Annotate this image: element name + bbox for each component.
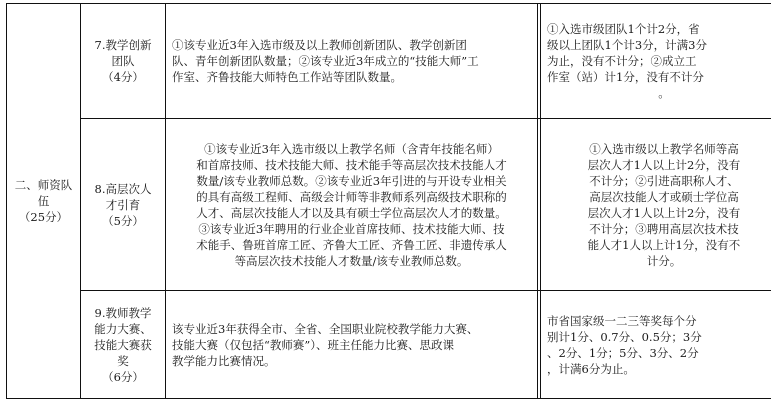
score-line: 级以上团队1个计3分，计满3分 — [547, 38, 707, 52]
score-line: 、2分、1分；5分、3分、2分 — [547, 345, 699, 360]
content-line: 的具有高级工程师、高级会计师等非教师系列高级技术职称的 — [196, 189, 507, 204]
item-line: 技能大赛获 — [94, 337, 152, 352]
item-line: （6分） — [102, 369, 144, 384]
category-line: （25分） — [18, 210, 69, 224]
item-line: （4分） — [102, 70, 144, 84]
item-line: 团队 — [111, 54, 135, 68]
item-line: 7.教学创新 — [94, 38, 152, 52]
content-line: 和首席技师、技术技能大师、技术能手等高层次技术技能人才 — [196, 157, 507, 172]
content-line: 技能大赛（仅包括“教师赛”）、班主任能力比赛、思政课 — [172, 337, 455, 352]
content-line: ①该专业近3年入选市级以上教学名师（含青年技能名师） — [204, 141, 499, 156]
content-line: ③该专业近3年聘用的行业企业首席技师、技术技能大师、技 — [198, 221, 505, 236]
score-cell — [541, 119, 771, 291]
item-line: 8.高层次人 — [94, 181, 152, 196]
content-line: 该专业近3年获得全市、全省、全国职业院校教学能力大赛、 — [172, 321, 479, 336]
content-line: ①该专业近3年入选市级及以上教师创新团队、教学创新团 — [172, 38, 467, 52]
score-line: 层次人才1人以上计2分，没有 — [587, 157, 741, 172]
category-line: 伍 — [37, 194, 50, 208]
score-line: ①入选市级以上教学名师等高 — [589, 141, 739, 156]
score-line: 不计分；③聘用高层次技术技 — [589, 221, 739, 236]
table-row — [7, 4, 771, 119]
content-line: 人才、高层次技能人才以及具有硕士学位高层次人才的数量。 — [196, 205, 507, 220]
content-line: 队、青年创新团队数量；②该专业近3年成立的“技能大师”工 — [172, 54, 479, 68]
content-cell — [166, 4, 538, 119]
content-cell — [166, 119, 538, 291]
item-cell — [81, 4, 166, 119]
category-cell — [7, 4, 81, 399]
score-line: 。 — [658, 86, 670, 100]
table-row — [7, 291, 771, 399]
content-line: 教学能力比赛情况。 — [172, 353, 276, 368]
content-line: 术能手、鲁班首席工匠、齐鲁大工匠、齐鲁工匠、非遗传承人 — [196, 237, 507, 252]
table-row — [7, 119, 771, 291]
score-cell — [541, 4, 771, 119]
item-line: 奖 — [117, 353, 129, 368]
item-line: 能力大赛、 — [94, 321, 152, 336]
content-line: 数量/该专业教师总数。②该专业近3年引进的与开设专业相关 — [196, 173, 507, 188]
category-line: 二、师资队 — [14, 178, 73, 192]
item-line: 9.教师教学 — [94, 305, 152, 320]
score-line: 别计1分、0.7分、0.5分；3分 — [547, 329, 702, 344]
evaluation-table — [6, 3, 771, 399]
content-line: 作室、齐鲁技能大师特色工作站等团队数量。 — [172, 70, 402, 84]
score-line: ①入选市级团队1个计2分，省 — [547, 22, 700, 36]
item-cell — [81, 291, 166, 399]
content-cell — [166, 291, 538, 399]
score-line: 高层次技能人才或硕士学位高 — [589, 189, 739, 204]
score-line: ，计满6分为止。 — [547, 361, 635, 376]
score-line: 能人才1人以上计1分，没有不 — [587, 237, 741, 252]
score-line: 作室（站）计1分，没有不计分 — [547, 70, 704, 84]
item-line: 才引育 — [105, 197, 141, 212]
score-line: 不计分；②引进高职称人才、 — [589, 173, 739, 188]
score-line: 计分。 — [646, 253, 682, 268]
item-cell — [81, 119, 166, 291]
score-line: 市省国家级一二三等奖每个分 — [547, 313, 697, 328]
content-line: 等高层次技术技能人才数量/该专业教师总数。 — [234, 253, 469, 268]
score-cell — [541, 291, 771, 399]
score-line: 为止，没有不计分；②成立工 — [547, 54, 697, 68]
item-line: （5分） — [102, 213, 144, 228]
score-line: 层次人才1人以上计2分，没有 — [587, 205, 741, 220]
